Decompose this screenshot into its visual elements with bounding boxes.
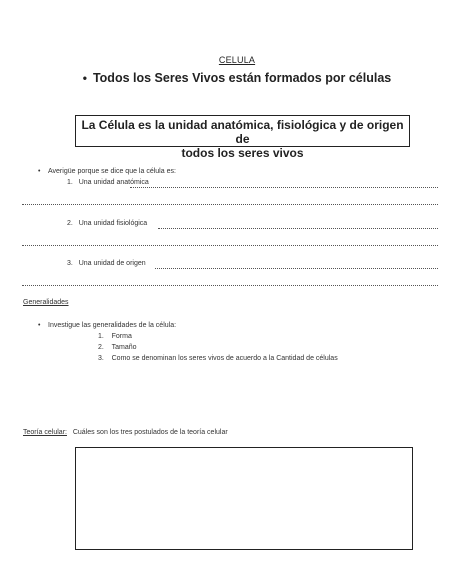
bullet-icon: • bbox=[82, 71, 87, 85]
section1-prompt: • Averigüe porque se dice que la célula es: bbox=[38, 168, 176, 175]
answer-line[interactable] bbox=[155, 268, 438, 269]
statement-box bbox=[75, 115, 410, 160]
subheading bbox=[0, 71, 474, 85]
list-item: 1. Una unidad anatómica bbox=[67, 179, 149, 186]
answer-line[interactable] bbox=[130, 187, 438, 188]
list-item: 1. Forma bbox=[98, 333, 132, 340]
list-item: 2. Una unidad fisiológica bbox=[67, 220, 148, 227]
statement-line-2: todos los seres vivos bbox=[181, 146, 304, 160]
list-item: 3. Como se denominan los seres vivos de acuerdo a la Cantidad de células bbox=[98, 355, 338, 362]
statement-line-1: La Célula es la unidad anatómica, fisiológica y de origen de bbox=[81, 118, 404, 146]
answer-line[interactable] bbox=[158, 228, 438, 229]
bullet-icon: • bbox=[38, 168, 41, 175]
section2-heading: Generalidades bbox=[23, 299, 69, 306]
subheading-text: Todos los Seres Vivos están formados por células bbox=[92, 71, 392, 85]
section3-heading: Teoría celular: bbox=[23, 429, 67, 436]
section3-question: Cuáles son los tres postulados de la teoría celular bbox=[72, 429, 228, 436]
section3-line bbox=[23, 429, 228, 436]
answer-line[interactable] bbox=[22, 285, 438, 286]
answer-line[interactable] bbox=[22, 204, 438, 205]
bullet-icon: • bbox=[38, 322, 41, 329]
page-title: CELULA bbox=[218, 55, 256, 65]
section2-prompt: • Investigue las generalidades de la célula: bbox=[38, 322, 177, 329]
list-item: 2. Tamaño bbox=[98, 344, 137, 351]
list-item: 3. Una unidad de origen bbox=[67, 260, 146, 267]
answer-line[interactable] bbox=[22, 245, 438, 246]
answer-box[interactable] bbox=[75, 447, 413, 550]
